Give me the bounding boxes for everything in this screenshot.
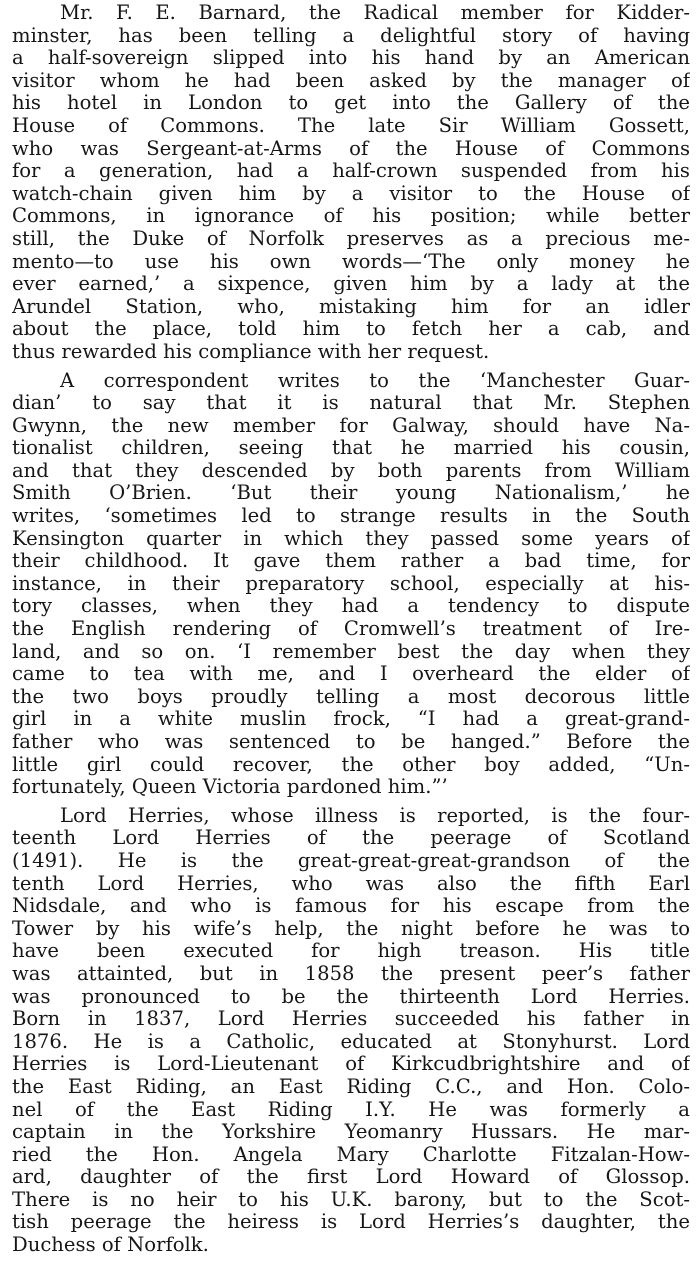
text-line: Smith O’Brien. ‘But their young Nationalism,’ he — [12, 482, 690, 505]
text-line: Kensington quarter in which they passed some years of — [12, 527, 690, 550]
text-line: was attainted, but in 1858 the present peer’s father — [12, 962, 690, 985]
text-line: There is no heir to his U.K. barony, but to the Scot- — [12, 1188, 690, 1211]
text-line: land, and so on. ‘I remember best the day when they — [12, 640, 690, 663]
text-line: Arundel Station, who, mistaking him for an idler — [12, 295, 690, 318]
text-line: Gwynn, the new member for Galway, should have Na- — [12, 414, 690, 437]
text-line: ried the Hon. Angela Mary Charlotte Fitzalan-How- — [12, 1143, 690, 1166]
text-line: little girl could recover, the other boy added, “Un- — [12, 753, 690, 776]
text-line: captain in the Yorkshire Yeomanry Hussars. He mar- — [12, 1121, 690, 1144]
text-line: tish peerage the heiress is Lord Herries’s daughter, the — [12, 1211, 690, 1234]
text-line: ard, daughter of the first Lord Howard of Glossop. — [12, 1166, 690, 1189]
text-line: minster, has been telling a delightful story of having — [12, 24, 690, 47]
paragraph-herries — [12, 805, 690, 1257]
paragraph-gwynn — [12, 370, 690, 799]
text-line: 1876. He is a Catholic, educated at Stonyhurst. Lord — [12, 1030, 690, 1053]
text-line: the two boys proudly telling a most decorous little — [12, 685, 690, 708]
text-line: writes, ‘sometimes led to strange results in the South — [12, 505, 690, 528]
text-line: about the place, told him to fetch her a cab, and — [12, 318, 690, 341]
text-line: ever earned,’ a sixpence, given him by a lady at the — [12, 273, 690, 296]
text-line: Born in 1837, Lord Herries succeeded his father in — [12, 1008, 690, 1031]
text-line: Herries is Lord-Lieutenant of Kirkcudbrightshire and of — [12, 1053, 690, 1076]
text-line: instance, in their preparatory school, especially at his- — [12, 572, 690, 595]
text-line: their childhood. It gave them rather a bad time, for — [12, 550, 690, 573]
text-line: dian’ to say that it is natural that Mr. Stephen — [12, 392, 690, 415]
text-line: watch-chain given him by a visitor to the House of — [12, 182, 690, 205]
text-line: tory classes, when they had a tendency to dispute — [12, 595, 690, 618]
text-line: a half-sovereign slipped into his hand by an American — [12, 47, 690, 70]
text-line: still, the Duke of Norfolk preserves as a precious me- — [12, 227, 690, 250]
text-line: nel of the East Riding I.Y. He was formerly a — [12, 1098, 690, 1121]
text-line: Mr. F. E. Barnard, the Radical member for Kidder- — [60, 2, 690, 24]
text-line: and that they descended by both parents from William — [12, 459, 690, 482]
text-line: Tower by his wife’s help, the night before he was to — [12, 917, 690, 940]
text-line: Commons, in ignorance of his position; while better — [12, 205, 690, 228]
text-line: Lord Herries, whose illness is reported, is the four- — [60, 804, 690, 827]
text-line: mento—to use his own words—‘The only money he — [12, 250, 690, 273]
text-line: (1491). He is the great-great-great-grandson of the — [12, 849, 690, 872]
text-line: have been executed for high treason. His title — [12, 940, 690, 963]
text-line: father who was sentenced to be hanged.” Before the — [12, 731, 690, 753]
text-line: fortunately, Queen Victoria pardoned him.”’ — [12, 776, 448, 799]
text-line: was pronounced to be the thirteenth Lord Herries. — [12, 985, 690, 1008]
text-line: Duchess of Norfolk. — [12, 1234, 209, 1257]
text-line: visitor whom he had been asked by the manager of — [12, 69, 690, 92]
text-line: who was Sergeant-at-Arms of the House of Commons — [12, 137, 690, 160]
text-line: girl in a white muslin frock, “I had a great-grand- — [12, 708, 690, 731]
text-line: Nidsdale, and who is famous for his escape from the — [12, 895, 690, 918]
paragraph-barnard — [12, 2, 690, 364]
text-line: teenth Lord Herries of the peerage of Scotland — [12, 827, 690, 850]
text-line: the English rendering of Cromwell’s treatment of Ire- — [12, 618, 690, 641]
text-line: his hotel in London to get into the Gallery of the — [12, 92, 690, 115]
text-line: the East Riding, an East Riding C.C., and Hon. Colo- — [12, 1075, 690, 1098]
text-line: thus rewarded his compliance with her request. — [12, 340, 490, 363]
text-line: came to tea with me, and I overheard the elder of — [12, 663, 690, 686]
text-line: House of Commons. The late Sir William Gossett, — [12, 114, 690, 137]
text-line: A correspondent writes to the ‘Manchester Guar- — [60, 369, 690, 392]
text-line: tionalist children, seeing that he married his cousin, — [12, 437, 690, 460]
text-line: for a generation, had a half-crown suspended from his — [12, 160, 690, 183]
text-line: tenth Lord Herries, who was also the fifth Earl — [12, 872, 690, 895]
